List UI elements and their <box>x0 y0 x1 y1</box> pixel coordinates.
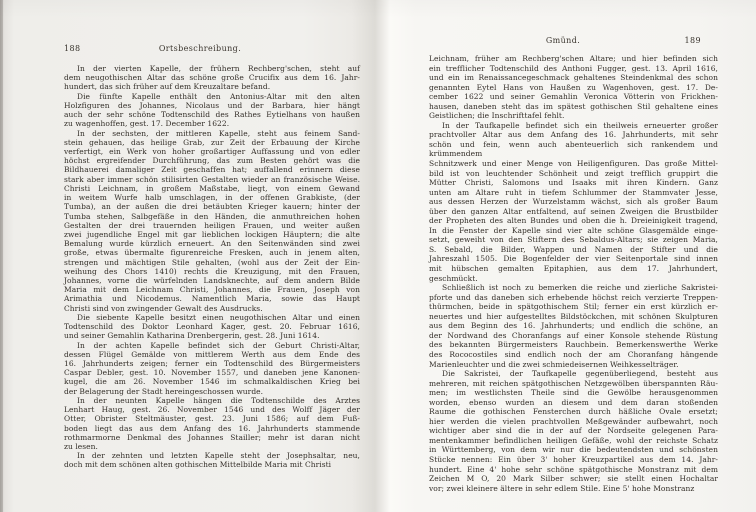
text-line: Mütter Christi, Salomons und Isaaks mit ihren Kindern. Ganz <box>429 178 718 188</box>
text-line: Lenhart Haug, gest. 26. November 1546 und des Wolff Jäger der <box>64 405 360 415</box>
text-line: wichtiger aber sind die in der auf der Nordseite gelegenen Para- <box>429 426 718 436</box>
text-line: Raume die gothischen Fensterchen durch häßliche Ovale ersetzt; <box>429 407 718 417</box>
text-line: höchst ergreifender Durchführung, das zum Besten gehört was die <box>64 156 360 166</box>
text-line: Caspar Debler, gest. 10. November 1557, und daneben jene Kanonen- <box>64 368 360 378</box>
text-line: Schnitzwerk und einer Menge von Heiligenfiguren. Das große Mittel- <box>429 159 718 169</box>
text-line: hier werden die vielen prachtvollen Meßgewänder aufbewahrt, noch <box>429 416 718 426</box>
page-number-left: 188 <box>64 44 81 53</box>
text-line: In die Fenster der Kapelle sind vier alte schöne Glasgemälde einge- <box>429 225 718 235</box>
text-line: Bildhauerei damaliger Zeit geschaffen hat; auffallend erinnern diese <box>64 165 360 175</box>
text-line: Otter, Obrister Steltmäuster, gest. 23. Juni 1586; auf dem Fuß- <box>64 414 360 424</box>
text-line: ein trefflicher Todtenschild des Anthoni Fugger, gest. 13. April 1616, <box>429 63 718 73</box>
text-line: 16. Jahrhunderts zeigen; ferner ein Todtenschild des Bürgermeisters <box>64 359 360 368</box>
page-number-right: 189 <box>684 36 701 45</box>
text-line: Maria mit dem Leichnam Christi, Johannes, die Frauen, Joseph von <box>64 285 360 295</box>
text-line: Geistlichen; die Inschrifttafel fehlt. <box>429 111 565 121</box>
text-line: Stücke nennen: Ein über 3' hoher Kreuzpartikel aus dem 14. Jahr- <box>429 454 718 464</box>
text-line: verfertigt, ein Werk von hoher großartiger Auffassung und von edler <box>64 146 360 156</box>
text-line: dem neugothischen Altar das schöne große Crucifix aus dem 16. Jahr- <box>64 73 360 83</box>
text-line: große, etwas übermalte figurenreiche Fresken, auch in jenem alten, <box>64 248 360 258</box>
text-line: mentenkammer befindlichen heiligen Gefäße, wohl der reichste Schatz <box>429 435 718 445</box>
running-header-left: Ortsbeschreibung. <box>158 44 242 53</box>
text-line: Todtenschild des Doktor Leonhard Kager, gest. 20. Februar 1616, <box>64 322 360 332</box>
text-line: über den ganzen Altar entfaltend, auf seinen Zweigen die Brustbilder <box>429 206 718 216</box>
text-line: der Belagerung der Stadt hereingeschossen wurde. <box>64 386 264 396</box>
text-line: Die siebente Kapelle besitzt einen neugothischen Altar und einen <box>77 312 360 322</box>
text-line: neuertes und hier aufgestelltes Bildstöckchen, mit schönen Skulpturen <box>429 311 718 321</box>
text-line: zwei jugendliche Engel mit gar lieblichen lockigen Häuptern; die alte <box>64 229 360 239</box>
text-line: Zeichen M O, 20 Mark Silber schwer; sie stellt einen Hochaltar <box>429 474 718 484</box>
text-line: hausen, daneben steht das im spätest gothischen Stil gehaltene eines <box>429 101 718 111</box>
text-line: der Nordwand des Choranfangs auf einer Konsole stehende Rüstung <box>429 330 718 340</box>
text-line: mit hübschen gemalten Epitaphien, aus dem 17. Jahrhundert, geschmückt. <box>429 264 718 283</box>
text-line: aus dem Beginn des 16. Jahrhunderts; und endlich die schöne, an <box>429 321 718 331</box>
text-line: zu lesen. <box>64 441 98 451</box>
running-header-right: Gmünd. <box>545 36 581 45</box>
text-line: Christi Leichnam, in großem Maßstabe, liegt, von einem Gewand <box>64 183 360 193</box>
text-line: schön und fein, wenn auch abenteuerlich sich rankendem und krümmendem <box>429 139 718 159</box>
text-line: thürmchen, beide in spätgothischem Stil; ferner ein erst kürzlich er- <box>429 302 718 312</box>
text-line: bild ist von leuchtender Schönheit und zeigt trefflich gruppirt die <box>429 168 718 178</box>
text-line: In der neunten Kapelle hängen die Todtenschilde des Arztes <box>77 395 360 405</box>
text-line: hundert. Eine 4' hohe sehr schöne spätgothische Monstranz mit dem <box>429 464 718 474</box>
text-line: setzt, geweiht von den Stiftern des Sebaldus-Altars; sie zeigen Maria, <box>429 235 718 245</box>
text-line: Arimathia und Nicodemus. Namentlich Maria, sowie das Haupt <box>64 294 360 304</box>
text-line: Leichnam, früher am Rechberg'schen Altare; und hier befinden sich <box>429 54 718 63</box>
text-line: men; im westlichsten Theile sind die Gewölbe herausgenommen <box>429 388 718 398</box>
text-line: Christi sind von zwingender Gewalt des Ausdrucks. <box>64 303 263 313</box>
text-line: Johannes, vorne die würfelnden Landsknechte, auf dem andern Bilde <box>64 276 360 286</box>
text-line: kugel, die am 26. November 1546 im schmalkaldischen Krieg bei <box>64 377 360 387</box>
text-line: zu wagenhoffen, gest. 17. December 1622. <box>64 119 230 129</box>
text-line: auch der sehr schöne Todtenschild des Rathes Eytielhans von haußen <box>64 110 360 120</box>
text-line: in Württemberg, von dem wir nur die bedeutendsten und schönsten <box>429 445 718 455</box>
text-line: S. Sebald, die Bilder, Wappen und Namen der Stifter und die <box>429 244 718 254</box>
text-line: weihung des Chors 1410) rechts die Kreuzigung, mit den Frauen, <box>64 266 360 276</box>
text-column-right <box>429 54 718 493</box>
text-line: stark aber immer schön stilisirten Gestalten wieder an französische Weise. <box>64 174 360 184</box>
text-line: des Rococostiles sind endlich noch der am Choranfang hängende <box>429 349 718 359</box>
text-line: in weitem Wurfe halb umschlagen, in der offenen Grabkiste, (der <box>64 193 360 203</box>
text-line: genannten Eytel Hans von Haußen zu Wagenhoven, gest. 17. De- <box>429 82 718 92</box>
text-line: und seiner Gemahlin Katharina Drenbergerin, gest. 28. Juni 1614. <box>64 331 320 341</box>
text-line: Holzfiguren des Johannes, Nicolaus und der Barbara, hier hängt <box>64 100 360 110</box>
text-line: aus dessen Herzen der Wurzelstamm wächst, sich als großer Baum <box>429 197 718 207</box>
text-line: Gestalten der drei trauernden heiligen Frauen, und weiter außen <box>64 220 360 230</box>
text-line: mehreren, mit reichen spätgothischen Netzgewölben überspannten Räu- <box>429 378 718 388</box>
page-right <box>378 0 756 512</box>
text-line: des bekannten Bürgermeisters Rauchbein. Bemerkenswerthe Werke <box>429 340 718 350</box>
text-line: vor; zwei kleinere ältere in sehr edlem Stile. Eine 5' hohe Monstranz <box>429 483 695 493</box>
text-line: Schließlich ist noch zu bemerken die reiche und zierliche Sakristei- <box>442 283 718 293</box>
text-line: prachtvoller Altar aus dem Anfang des 16. Jahrhunderts, mit sehr <box>429 130 718 140</box>
text-line: rothmarmorne Denkmal des Johannes Stailler; mehr ist daran nicht <box>64 432 360 442</box>
text-line: In der Taufkapelle befindet sich ein theilweis erneuerter großer <box>442 120 718 130</box>
text-line: Die Sakristei, der Taufkapelle gegenüberliegend, besteht aus <box>442 369 718 379</box>
text-line: In der achten Kapelle befindet sich der Geburt Christi-Altar, <box>77 340 360 350</box>
text-line: strengen und mächtigen Stile gehalten, (wohl aus der Zeit der Ein- <box>64 257 360 267</box>
text-column-left <box>64 64 360 470</box>
text-line: pforte und das daneben sich erhebende höchst reich verzierte Treppen- <box>429 292 718 302</box>
text-line: Die fünfte Kapelle enthält den Antonius-Altar mit den alten <box>77 91 360 101</box>
text-line: Bemalung wurde kürzlich erneuert. An den Seitenwänden sind zwei <box>64 239 360 249</box>
text-line: stein gehauen, das heilige Grab, zur Zeit der Erbauung der Kirche <box>64 137 360 147</box>
text-line: Jahreszahl 1505. Die Bogenfelder der vier Seitenportale sind innen <box>429 254 718 264</box>
text-line: und ein im Renaissancegeschmack gehaltenes Steindenkmal des schon <box>429 73 718 83</box>
text-line: cember 1622 und seiner Gemahlin Veronica Vötterin von Frickhen- <box>429 92 718 102</box>
text-line: boden liegt das aus dem Anfang des 16. Jahrhunderts stammende <box>64 423 360 433</box>
text-line: doch mit dem schönen alten gothischen Mittelbilde Maria mit Christi <box>64 460 332 470</box>
text-line: In der sechsten, der mittleren Kapelle, steht aus feinem Sand- <box>77 128 360 138</box>
text-line: In der vierten Kapelle, der frühern Rechberg'schen, steht auf <box>77 64 360 73</box>
text-line: der Propheten des alten Bundes und oben die h. Dreieinigkeit tragend, <box>429 216 718 226</box>
text-line: dessen Flügel Gemälde von mittlerem Werth aus dem Ende des <box>64 349 360 359</box>
text-line: hundert, das sich früher auf dem Kreuzaltare befand. <box>64 82 271 92</box>
text-line: Tumba), an der außen die drei betäubten Krieger kauern; hinter der <box>64 202 360 212</box>
text-line: worden, ebenso wurden an diesem und dem daran stoßenden <box>429 397 718 407</box>
text-line: Marienleuchter und die zwei schmiedeisernen Weihkesselträger. <box>429 359 679 369</box>
text-line: Tumba stehen, Salbgefäße in den Händen, die anmuthreichen hohen <box>64 211 360 221</box>
text-line: In der zehnten und letzten Kapelle steht der Josephsaltar, neu, <box>77 451 360 461</box>
text-line: unten am Altare ruht in tiefem Schlummer der Stammvater Jesse, <box>429 187 718 197</box>
